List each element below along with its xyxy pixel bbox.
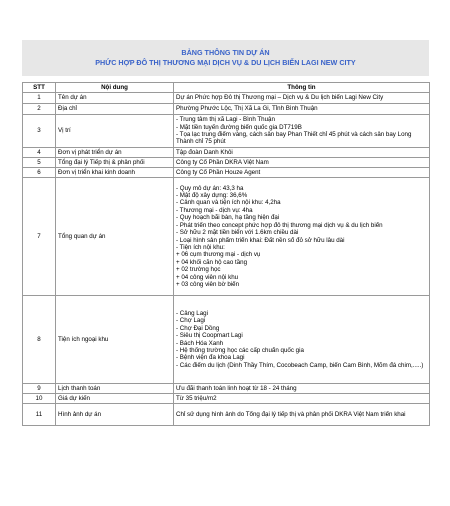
- value-line: Công ty Cổ Phần Houze Agent: [176, 168, 261, 176]
- row-value: [174, 394, 430, 404]
- value-line: Dự án Phức hợp Đô thị Thương mại – Dịch vụ & Du lịch biển Lagi New City: [176, 94, 384, 102]
- row-stt: 2: [23, 104, 56, 115]
- row-value: [174, 148, 430, 158]
- table-header-row: [23, 83, 430, 93]
- table-row: [23, 404, 430, 426]
- row-item: Tổng quan dự án: [56, 178, 174, 296]
- value-line: + 02 trường học: [176, 266, 221, 274]
- row-item: Lịch thanh toán: [56, 384, 174, 394]
- row-value: [174, 93, 430, 104]
- row-stt: 5: [23, 158, 56, 168]
- row-item: Vị trí: [56, 115, 174, 148]
- value-line: + 04 công viên nội khu: [176, 273, 239, 281]
- value-line: - Tọa lạc trung điểm vàng, cách sân bay Phan Thiết chỉ 45 phút và cách sân bay Long Thành chỉ 75 phút: [176, 131, 412, 146]
- table-row: [23, 104, 430, 115]
- header-item: Nội dung: [56, 83, 174, 93]
- row-item: Đơn vị phát triển dự án: [56, 148, 174, 158]
- row-stt: 4: [23, 148, 56, 158]
- row-value: [174, 296, 430, 384]
- value-line: Từ 35 triệu/m2: [176, 394, 217, 402]
- value-line: Công ty Cổ Phần DKRA Việt Nam: [176, 158, 269, 166]
- value-line: - Phát triển theo concept phức hợp đô thị thương mại dịch vụ & du lịch biển: [176, 221, 383, 229]
- value-line: - Mặt tiền tuyến đường biển quốc gia DT719B: [176, 123, 302, 131]
- value-line: Phường Phước Lộc, Thị Xã La Gi, Tỉnh Bình Thuận: [176, 105, 318, 113]
- value-line: Tập đoàn Danh Khôi: [176, 148, 233, 156]
- row-item: Giá dự kiến: [56, 394, 174, 404]
- value-line: - Tiện ích nội khu:: [176, 243, 225, 251]
- row-stt: 6: [23, 168, 56, 178]
- value-line: + 04 khối căn hộ cao tầng: [176, 258, 248, 266]
- value-line: - Trung tâm thị xã Lagi - Bình Thuận: [176, 116, 275, 124]
- row-stt: 11: [23, 404, 56, 426]
- value-line: - Chợ Đại Dồng: [176, 324, 220, 332]
- title-line-1: BẢNG THÔNG TIN DỰ ÁN: [181, 48, 270, 57]
- value-line: - Siêu thị Coopmart Lagi: [176, 332, 243, 340]
- row-item: Tiện ích ngoại khu: [56, 296, 174, 384]
- table-row: [23, 296, 430, 384]
- value-line: - Chợ Lagi: [176, 317, 206, 325]
- value-line: + 06 cụm thương mại - dịch vụ: [176, 251, 261, 259]
- table-row: [23, 178, 430, 296]
- row-item: Địa chỉ: [56, 104, 174, 115]
- row-value: [174, 178, 430, 296]
- table-row: [23, 93, 430, 104]
- value-line: - Bệnh viện đa khoa Lagi: [176, 354, 245, 362]
- header-info: Thông tin: [174, 83, 430, 93]
- project-info-table: [22, 82, 430, 426]
- row-item: Tổng đại lý Tiếp thị & phân phối: [56, 158, 174, 168]
- row-value: [174, 115, 430, 148]
- value-line: - Quy mô dự án: 43,3 ha: [176, 184, 244, 192]
- row-value: [174, 404, 430, 426]
- row-item: Hình ảnh dự án: [56, 404, 174, 426]
- row-item: Tên dự án: [56, 93, 174, 104]
- value-line: - Mật độ xây dựng: 36,6%: [176, 192, 248, 200]
- row-item: Đơn vị triển khai kinh doanh: [56, 168, 174, 178]
- table-row: [23, 384, 430, 394]
- row-value: [174, 384, 430, 394]
- table-row: [23, 168, 430, 178]
- table-row: [23, 158, 430, 168]
- value-line: - Cảng Lagi: [176, 309, 208, 317]
- row-value: [174, 104, 430, 115]
- row-stt: 10: [23, 394, 56, 404]
- title-banner: [22, 40, 429, 76]
- value-line: + 03 công viên bờ biển: [176, 280, 240, 288]
- row-stt: 9: [23, 384, 56, 394]
- value-line: Chỉ sử dụng hình ảnh do Tổng đại lý tiếp thị và phân phối DKRA Việt Nam triển khai: [176, 410, 406, 418]
- value-line: - Cảnh quan và tiện ích nội khu: 4,2ha: [176, 199, 281, 207]
- header-stt: STT: [23, 83, 56, 93]
- table-row: [23, 115, 430, 148]
- row-stt: 3: [23, 115, 56, 148]
- table-row: [23, 394, 430, 404]
- row-stt: 7: [23, 178, 56, 296]
- row-stt: 8: [23, 296, 56, 384]
- row-value: [174, 158, 430, 168]
- value-line: - Sở hữu 2 mặt tiền biển với 1.6km chiều dài: [176, 229, 299, 237]
- value-line: - Bách Hóa Xanh: [176, 339, 224, 347]
- row-stt: 1: [23, 93, 56, 104]
- value-line: Ưu đãi thanh toán linh hoạt từ 18 - 24 tháng: [176, 384, 297, 392]
- value-line: - Quy hoạch bãi bàn, hạ tầng hiện đại: [176, 214, 280, 222]
- value-line: - Hệ thống trường học các cấp chuẩn quốc gia: [176, 346, 304, 354]
- value-line: - Loại hình sản phẩm triển khai: Đất nền sổ đỏ sở hữu lâu dài: [176, 236, 345, 244]
- value-line: - Các điểm du lịch (Dinh Thầy Thím, Cocobeach Camp, biển Cam Bình, Mõm đá chim,.....): [176, 361, 424, 369]
- title-line-2: PHỨC HỢP ĐÔ THỊ THƯƠNG MẠI DỊCH VỤ & DU LỊCH BIỂN LAGI NEW CITY: [95, 58, 356, 67]
- value-line: - Thương mại - dịch vụ: 4ha: [176, 206, 253, 214]
- table-row: [23, 148, 430, 158]
- row-value: [174, 168, 430, 178]
